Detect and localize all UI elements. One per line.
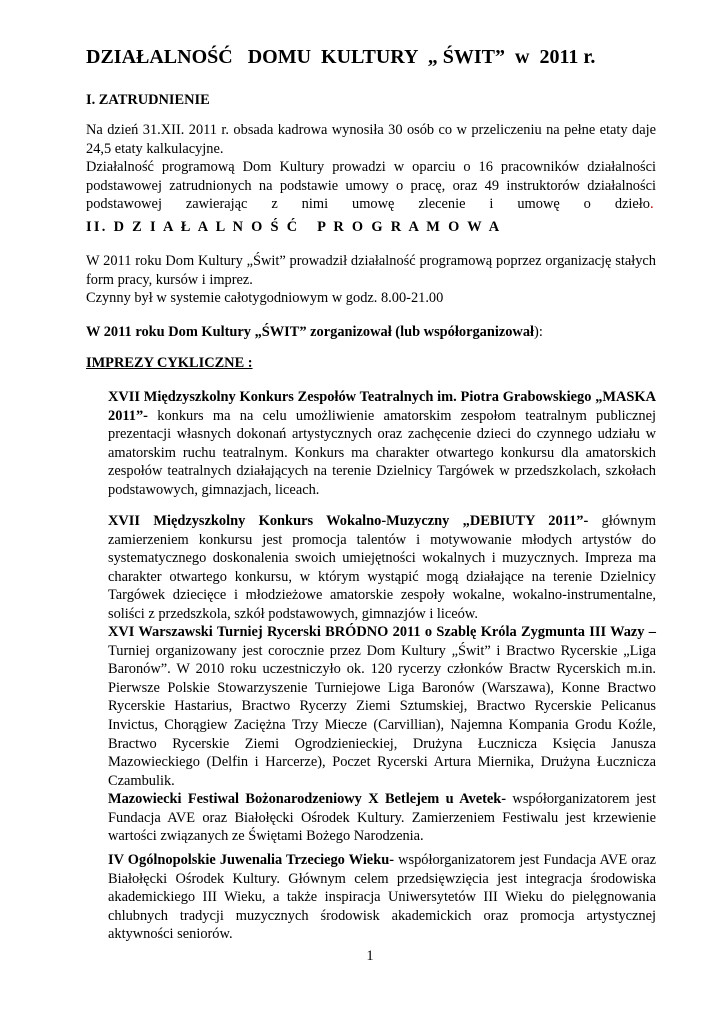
paragraph-organizacja: W 2011 roku Dom Kultury „Świt” prowadził działalność programową poprzez organizację stałych form pracy, kursów i imprez.: [86, 253, 656, 288]
paragraph-zorganizowal: [86, 323, 656, 342]
paragraph-line-text: podstawowej zawierając z nimi umowę zlecenie i umowę o dzieło: [86, 196, 650, 213]
section-heading-programowa: II. D Z I A Ł A L N O Ś Ć P R O G R A M O W A: [86, 219, 502, 235]
bold-intro: W 2011 roku Dom Kultury „ŚWIT” zorganizował (lub współorganizował: [86, 324, 535, 340]
event-title: XVI Warszawski Turniej Rycerski BRÓDNO 2011 o Szablę Króla Zygmunta III Wazy –: [108, 624, 656, 640]
intro-end: ):: [534, 324, 543, 340]
section-heading-zatrudnienie: I. ZATRUDNIENIE: [86, 92, 210, 108]
event-turniej-rycerski: [108, 623, 656, 790]
event-title: Mazowiecki Festiwal Bożonarodzeniowy X Betlejem u Avetek-: [108, 791, 507, 807]
page-number: 1: [366, 948, 374, 964]
event-juwenalia: [108, 851, 656, 944]
event-description: współorganizatorem jest Fundacja AVE oraz Białołęcki Ośrodek Kultury. Głównym celem przedsięwzięcia jest integracja środowiska akademickiego III Wieku, a także inspiracja Uniwersytetów III Wieku do pielęgnowania chlubnych tradycji muzycznych środowisk akademickich oraz promocja artystycznej aktywności seniorów.: [108, 852, 656, 943]
event-title: XVII Międzyszkolny Konkurs Zespołów Teatralnych im. Piotra Grabowskiego „MASKA 2011”-: [108, 389, 656, 424]
event-description: głównym zamierzeniem konkursu jest promocja talentów i motywowanie młodych artystów do systematycznego doskonalenia swoich umiejętności wokalnych i muzycznych. Impreza ma charakter otwartego konkursu, w którym wystąpić mogą działające na terenie Dzielnicy Targówek dziecięce i młodzieżowe amatorskie zespoły wokalne, wokalno-instrumentalne, soliści z przedszkola, szkół podstawowych, gimnazjów i liceów.: [108, 513, 656, 622]
paragraph-obsada: Na dzień 31.XII. 2011 r. obsada kadrowa wynosiła 30 osób co w przeliczeniu na pełne etaty daje 24,5 etaty kalkulacyjne.: [86, 122, 656, 157]
paragraph-line: podstawowej zatrudnionych na podstawie umowy o pracę, oraz 49 instruktorów działalności: [86, 177, 656, 194]
imprezy-heading: IMPREZY CYKLICZNE :: [86, 355, 253, 371]
event-description: konkurs ma na celu umożliwienie amatorskim zespołom teatralnym publicznej prezentacji własnych dokonań artystycznych oraz zachęcenie dzieci do czynnego udziału w amatorskim ruchu teatralnym. Konkurs ma charakter otwartego konkursu dla amatorskich zespołów teatralnych działających na terenie Dzielnicy Targówek w przedszkolach, szkołach podstawowych, gimnazjach, liceach.: [108, 407, 656, 498]
event-betlejem: [108, 790, 656, 846]
event-maska: [108, 388, 656, 500]
paragraph-line: Działalność programową Dom Kultury prowadzi w oparciu o 16 pracowników działalności: [86, 159, 656, 175]
event-title: XVII Międzyszkolny Konkurs Wokalno-Muzyczny „DEBIUTY 2011”-: [108, 513, 589, 529]
event-debiuty: [108, 512, 656, 624]
event-description: Turniej organizowany jest corocznie przez Dom Kultury „Świt” i Bractwo Rycerskie „Liga Baronów”. W 2010 roku uczestniczyło ok. 120 rycerzy członków Bractw Rycerskich m.in. Pierwsze Polskie Stowarzyszenie Turniejowe Liga Baronów (Warszawa), Konne Bractwo Rycerskie Hastarius, Bractwo Rycerzy Ziemi Sztumskiej, Bractwo Rycerskie Pelicanus Invictus, Chorągiew Zaciężna Trzy Miecze (Carvillian), Najemna Kompania Grodu Koźle, Bractwo Rycerskie Ziemi Ogrodzienieckiej, Drużyna Łucznicza Księcia Janusza Mazowieckiego (Delfin i Harcerze), Poczet Rycerski Artura Miernika, Drużyna Łucznicza Czambulik.: [108, 642, 656, 789]
period-red: .: [650, 196, 654, 213]
paragraph-godziny: Czynny był w systemie całotygodniowym w godz. 8.00-21.00: [86, 290, 444, 306]
paragraph-line-last: [86, 195, 656, 214]
paragraph-dzialalnosc-programowa: [86, 158, 656, 214]
event-title: IV Ogólnopolskie Juwenalia Trzeciego Wieku-: [108, 852, 394, 868]
page-title: DZIAŁALNOŚĆ DOMU KULTURY „ ŚWIT” w 2011 r.: [86, 46, 596, 68]
event-description: współorganizatorem jest Fundacja AVE oraz Białołęcki Ośrodek Kultury. Zamierzeniem Festiwalu jest krzewienie wartości związanych ze Świętami Bożego Narodzenia.: [108, 791, 656, 845]
